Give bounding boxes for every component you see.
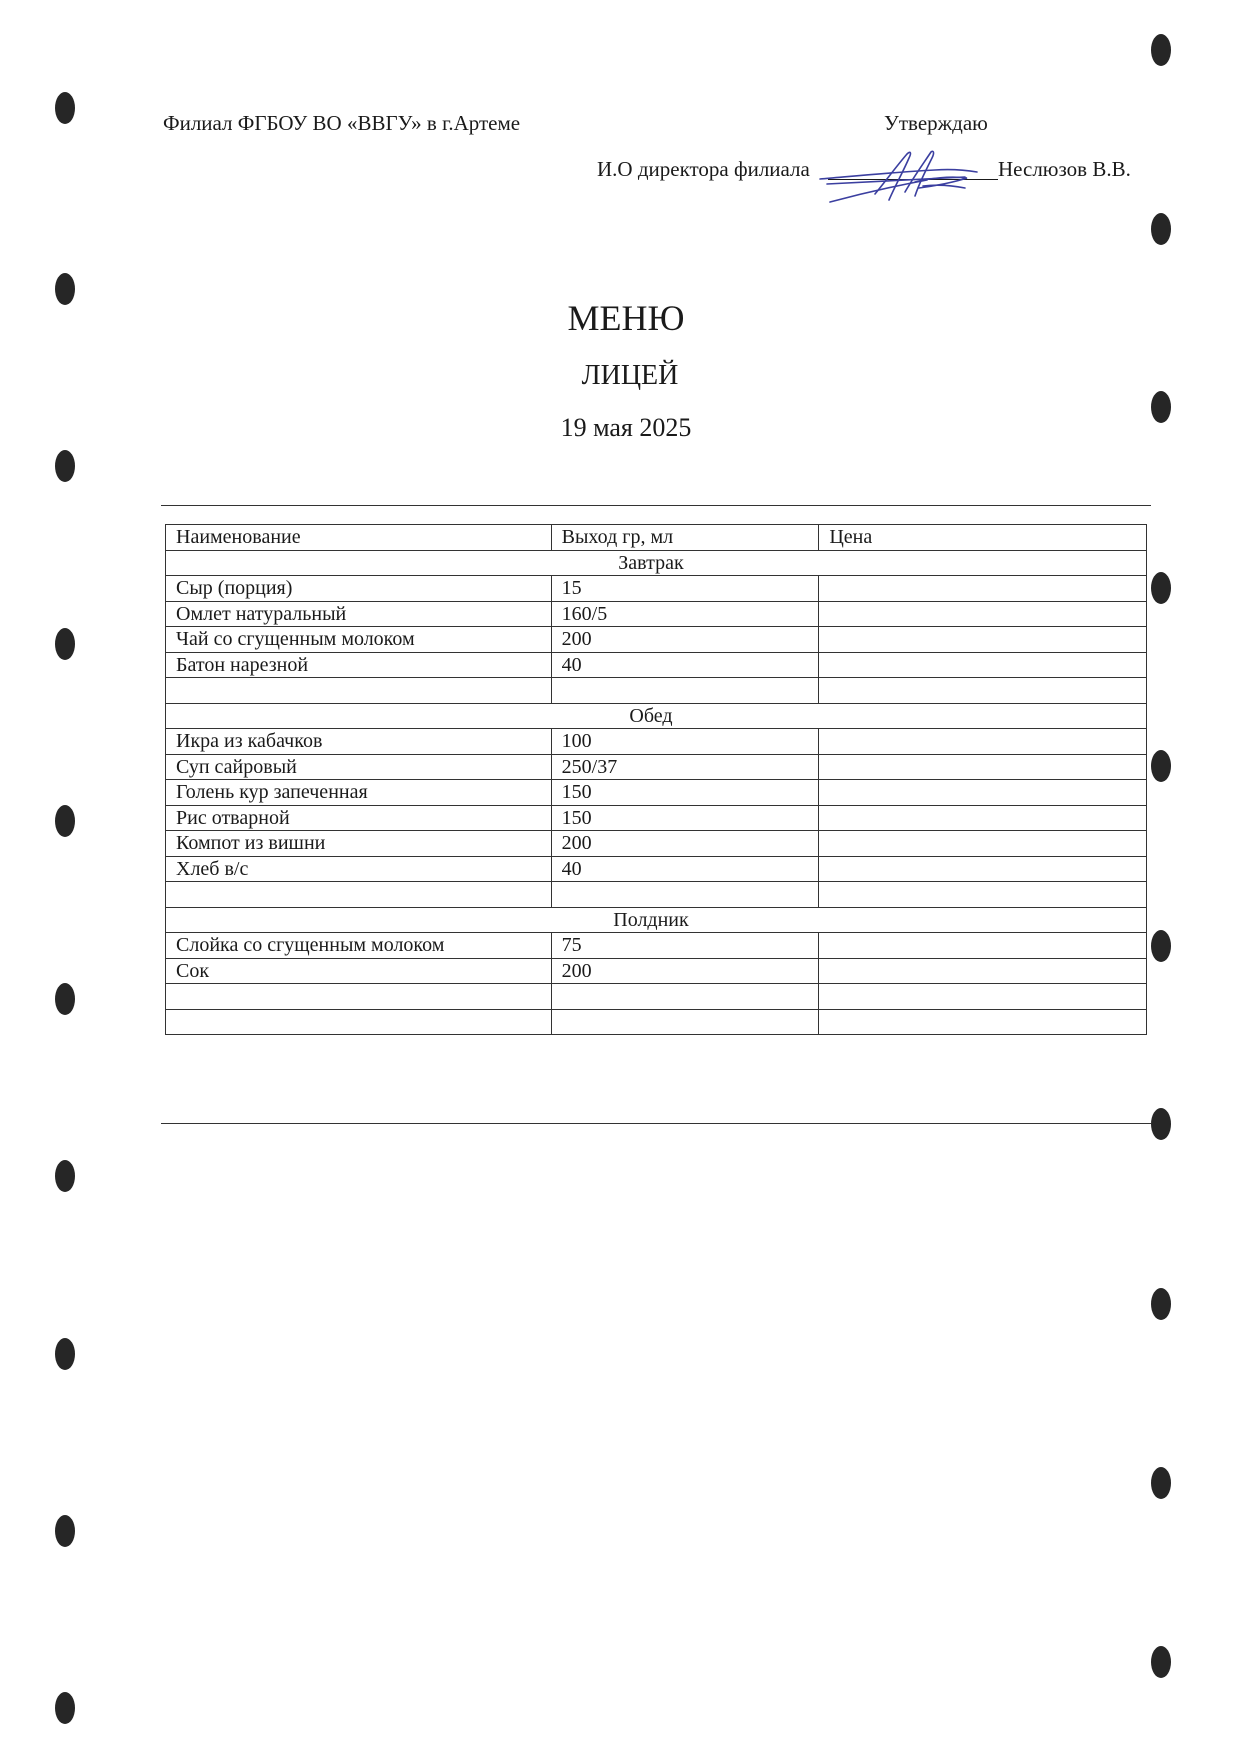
- dish-name: Сыр (порция): [166, 576, 552, 602]
- section-label: Полдник: [166, 907, 1147, 933]
- bottom-divider: [161, 1123, 1151, 1124]
- director-name: Неслюзов В.В.: [998, 157, 1131, 181]
- top-divider: [161, 505, 1151, 506]
- page-title: МЕНЮ: [567, 298, 685, 338]
- table-row: [166, 882, 1147, 908]
- dish-price: [819, 933, 1147, 959]
- column-header-price: Цена: [819, 525, 1147, 551]
- dish-yield: 15: [551, 576, 819, 602]
- dish-yield: 200: [551, 627, 819, 653]
- table-row: [166, 678, 1147, 704]
- dish-price: [819, 601, 1147, 627]
- dish-price: [819, 958, 1147, 984]
- table-row: [166, 984, 1147, 1010]
- dish-name: Сок: [166, 958, 552, 984]
- punch-hole: [55, 1515, 75, 1547]
- punch-hole: [55, 92, 75, 124]
- dish-yield: 150: [551, 780, 819, 806]
- column-header-yield: Выход гр, мл: [551, 525, 819, 551]
- section-label: Завтрак: [166, 550, 1147, 576]
- dish-price: [819, 780, 1147, 806]
- table-row: [166, 856, 1147, 882]
- page-subtitle: ЛИЦЕЙ: [581, 360, 679, 391]
- punch-hole: [55, 1692, 75, 1724]
- dish-yield: 200: [551, 958, 819, 984]
- section-row: [166, 703, 1147, 729]
- dish-name: Хлеб в/с: [166, 856, 552, 882]
- director-label: И.О директора филиала: [597, 157, 810, 181]
- dish-name: Омлет натуральный: [166, 601, 552, 627]
- dish-name: [166, 1009, 552, 1035]
- dish-name: [166, 882, 552, 908]
- punch-hole: [1151, 930, 1171, 962]
- punch-hole: [1151, 213, 1171, 245]
- dish-price: [819, 627, 1147, 653]
- dish-yield: 75: [551, 933, 819, 959]
- dish-yield: [551, 882, 819, 908]
- punch-hole: [55, 983, 75, 1015]
- dish-yield: 250/37: [551, 754, 819, 780]
- dish-yield: [551, 984, 819, 1010]
- dish-name: [166, 984, 552, 1010]
- dish-name: Батон нарезной: [166, 652, 552, 678]
- dish-price: [819, 882, 1147, 908]
- dish-name: Икра из кабачков: [166, 729, 552, 755]
- dish-name: Голень кур запеченная: [166, 780, 552, 806]
- table-row: [166, 831, 1147, 857]
- dish-name: Чай со сгущенным молоком: [166, 627, 552, 653]
- dish-name: Суп сайровый: [166, 754, 552, 780]
- dish-name: Рис отварной: [166, 805, 552, 831]
- dish-name: Компот из вишни: [166, 831, 552, 857]
- punch-hole: [55, 1160, 75, 1192]
- dish-yield: 100: [551, 729, 819, 755]
- section-label: Обед: [166, 703, 1147, 729]
- table-row: [166, 729, 1147, 755]
- table-row: [166, 601, 1147, 627]
- table-row: [166, 933, 1147, 959]
- punch-hole: [1151, 34, 1171, 66]
- table-row: [166, 780, 1147, 806]
- dish-yield: 150: [551, 805, 819, 831]
- dish-price: [819, 754, 1147, 780]
- dish-yield: [551, 678, 819, 704]
- punch-hole: [1151, 1288, 1171, 1320]
- section-row: [166, 907, 1147, 933]
- dish-price: [819, 576, 1147, 602]
- handwritten-signature: [815, 142, 985, 210]
- punch-hole: [1151, 750, 1171, 782]
- column-header-name: Наименование: [166, 525, 552, 551]
- dish-price: [819, 831, 1147, 857]
- dish-name: Слойка со сгущенным молоком: [166, 933, 552, 959]
- punch-hole: [55, 1338, 75, 1370]
- table-row: [166, 652, 1147, 678]
- approval-label: Утверждаю: [884, 111, 988, 135]
- dish-price: [819, 856, 1147, 882]
- dish-price: [819, 729, 1147, 755]
- dish-yield: 40: [551, 652, 819, 678]
- punch-hole: [1151, 1467, 1171, 1499]
- section-row: [166, 550, 1147, 576]
- table-row: [166, 754, 1147, 780]
- table-row: [166, 576, 1147, 602]
- dish-yield: 40: [551, 856, 819, 882]
- dish-yield: 160/5: [551, 601, 819, 627]
- table-row: [166, 1009, 1147, 1035]
- table-header-row: [166, 525, 1147, 551]
- table-row: [166, 805, 1147, 831]
- punch-hole: [55, 450, 75, 482]
- dish-price: [819, 1009, 1147, 1035]
- organization-name: Филиал ФГБОУ ВО «ВВГУ» в г.Артеме: [163, 111, 521, 135]
- table-row: [166, 958, 1147, 984]
- punch-hole: [1151, 1646, 1171, 1678]
- dish-price: [819, 652, 1147, 678]
- menu-date: 19 мая 2025: [560, 413, 692, 442]
- dish-name: [166, 678, 552, 704]
- punch-hole: [1151, 572, 1171, 604]
- dish-yield: 200: [551, 831, 819, 857]
- dish-price: [819, 805, 1147, 831]
- punch-hole: [1151, 1108, 1171, 1140]
- dish-price: [819, 678, 1147, 704]
- menu-table: [165, 524, 1147, 1035]
- dish-price: [819, 984, 1147, 1010]
- table-row: [166, 627, 1147, 653]
- punch-hole: [55, 628, 75, 660]
- dish-yield: [551, 1009, 819, 1035]
- punch-hole: [55, 805, 75, 837]
